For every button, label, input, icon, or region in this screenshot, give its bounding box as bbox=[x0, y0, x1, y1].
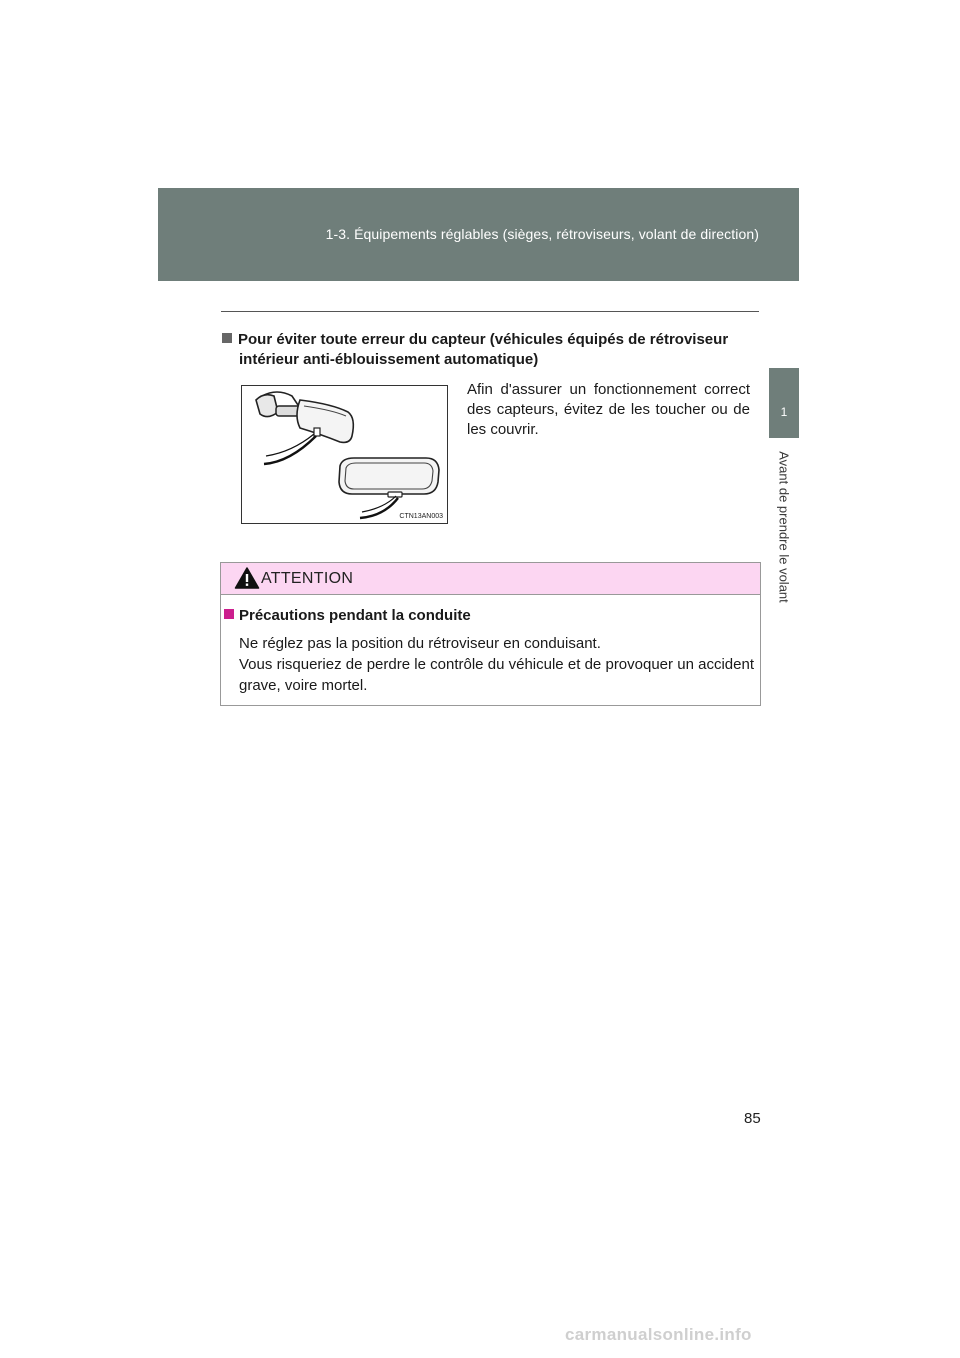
warning-line1: Ne réglez pas la position du rétroviseur en conduisant. bbox=[239, 635, 601, 652]
warning-title: ATTENTION bbox=[261, 570, 354, 587]
warning-body bbox=[224, 605, 754, 696]
section-heading bbox=[222, 330, 755, 370]
warning-triangle-icon bbox=[234, 566, 260, 590]
chapter-title: 1-3. Équipements réglables (sièges, rétroviseurs, volant de direction) bbox=[325, 226, 759, 242]
square-bullet-icon bbox=[222, 333, 232, 343]
section-heading-line2: intérieur anti-éblouissement automatique) bbox=[239, 351, 539, 368]
page-number: 85 bbox=[744, 1110, 761, 1127]
watermark: carmanualsonline.info bbox=[565, 1325, 752, 1344]
section-heading-line1: Pour éviter toute erreur du capteur (véhicules équipés de rétroviseur bbox=[238, 331, 729, 348]
chapter-header bbox=[158, 188, 799, 281]
chapter-tab-number: 1 bbox=[780, 405, 788, 419]
warning-heading: Précautions pendant la conduite bbox=[239, 607, 471, 624]
chapter-tab-label: Avant de prendre le volant bbox=[776, 451, 792, 603]
figure-caption: CTN13AN003 bbox=[399, 513, 443, 520]
rear-view-mirror-illustration-icon bbox=[242, 386, 447, 523]
warning-line2: Vous risqueriez de perdre le contrôle du véhicule et de provoquer un accident grave, voire mortel. bbox=[239, 656, 754, 694]
section-divider bbox=[221, 311, 759, 312]
pink-square-bullet-icon bbox=[224, 609, 234, 619]
warning-box bbox=[220, 562, 761, 706]
warning-header bbox=[221, 563, 760, 595]
mirror-figure bbox=[241, 385, 448, 524]
chapter-tab bbox=[769, 368, 799, 438]
section-body: Afin d'assurer un fonctionnement correct des capteurs, évitez de les toucher ou de les couvrir. bbox=[467, 381, 750, 438]
